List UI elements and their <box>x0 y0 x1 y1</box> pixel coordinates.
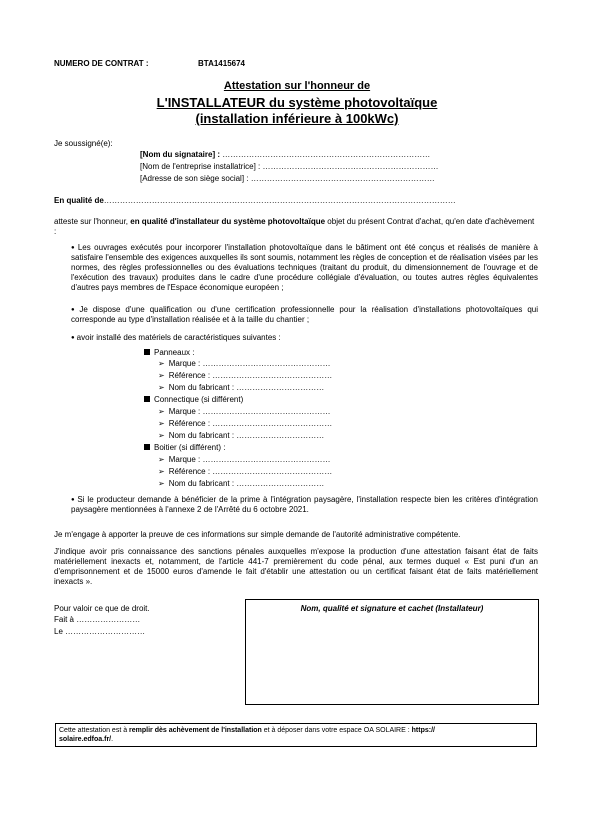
connector-ref-text: Référence : ……………………………………… <box>168 419 333 428</box>
closing-fait: Fait à …………………… <box>54 615 141 624</box>
arrow-icon: ➢ <box>158 407 165 416</box>
item-1-text: Les ouvrages exécutés pour incorporer l'installation photovoltaïque dans le bâtiment ont été conçus et réalisés de manière à satisfaire l'ensemble des exigences auxquelles ils sont soumis, notamment les règles de conception et de réalisation visées par les normes, des règles professionnelles ou des évaluations techniques (traitant du produit, du dimensionnement de l'ouvrage et de l'exécution des travaux) produites dans le cadre d'une procédure collégiale d'évaluation, ou toutes autres règles équivalentes d'autres pays membres de l'Espace économique européen ; <box>71 243 538 292</box>
signatory-company: [Nom de l'entreprise installatrice] : ………………………………………………………… <box>140 162 439 171</box>
box-heading <box>144 443 225 453</box>
arrow-icon: ➢ <box>158 479 165 488</box>
box-brand <box>158 455 331 465</box>
bullet-icon: ● <box>71 307 78 313</box>
arrow-icon: ➢ <box>158 371 165 380</box>
penalty-paragraph: J'indique avoir pris connaissance des sanctions pénales auxquelles m'expose la production d'une attestation faisant état de faits matériellement inexacts et, notamment, de l'article 441-7 premièrement du code pénal, aux termes duquel « Est puni d'un an d'emprisonnement et de 15000 euros d'amende le fait d'établir une attestation ou un certificat faisant état de faits matériellement inexacts ». <box>54 547 538 586</box>
signatory-name-label: [Nom du signataire] : <box>140 150 221 159</box>
item-2-text: Je dispose d'une qualification ou d'une certification professionnelle pour la réalisation d'installations photovoltaïques qui corresponde au type d'installation réalisée et à la taille du chantier ; <box>71 305 539 324</box>
square-bullet-icon <box>144 349 150 355</box>
footer-end: . <box>111 736 114 743</box>
footer-url-part1[interactable]: https:// <box>411 727 435 734</box>
arrow-icon: ➢ <box>158 383 165 392</box>
attests-paragraph <box>54 217 538 237</box>
item-3 <box>71 333 538 343</box>
signature-box-label: Nom, qualité et signature et cachet (Installateur) <box>300 604 484 613</box>
arrow-icon: ➢ <box>158 359 165 368</box>
panels-label: Panneaux : <box>154 348 195 357</box>
quality-dots: …………………………………………………………………………………………………………………… <box>103 196 456 205</box>
panels-heading <box>144 348 194 358</box>
attests-pre: atteste sur l'honneur, <box>54 217 131 226</box>
arrow-icon: ➢ <box>158 431 165 440</box>
square-bullet-icon <box>144 396 150 402</box>
footer-mid: et à déposer dans votre espace OA SOLAIRE : <box>261 727 412 734</box>
contract-number: BTA1415674 <box>198 59 245 68</box>
signatory-name-dots: …………………………………………………………………… <box>220 150 431 159</box>
box-brand-text: Marque : ………………………………………… <box>168 455 331 464</box>
arrow-icon: ➢ <box>158 419 165 428</box>
arrow-icon: ➢ <box>158 455 165 464</box>
panels-maker-text: Nom du fabricant : …………………………… <box>168 383 325 392</box>
signature-box[interactable] <box>245 599 539 705</box>
item-1 <box>71 243 538 293</box>
panels-ref <box>158 371 332 381</box>
signatory-address: [Adresse de son siège social] : …………………………………………………………… <box>140 174 435 183</box>
quality-row <box>54 196 540 206</box>
closing-date: Le ………………………… <box>54 627 146 636</box>
connector-ref <box>158 419 332 429</box>
box-maker-text: Nom du fabricant : …………………………… <box>168 479 325 488</box>
connector-brand-text: Marque : ………………………………………… <box>168 407 331 416</box>
bullet-icon: ● <box>71 335 75 341</box>
panels-maker <box>158 383 324 393</box>
square-bullet-icon <box>144 444 150 450</box>
title-line-3: (installation inférieure à 100kWc) <box>195 111 399 126</box>
bullet-icon: ● <box>71 497 76 503</box>
contract-label: NUMERO DE CONTRAT : <box>54 59 149 68</box>
item-4-text: Si le producteur demande à bénéficier de la prime à l'intégration paysagère, l'installation respecte bien les critères d'intégration paysagère mentionnées à l'annexe 2 de l'Arrêté du 6 octobre 2021. <box>71 495 539 514</box>
box-label: Boitier (si différent) : <box>154 443 226 452</box>
arrow-icon: ➢ <box>158 467 165 476</box>
panels-ref-text: Référence : ……………………………………… <box>168 371 333 380</box>
connector-heading <box>144 395 243 405</box>
connector-maker-text: Nom du fabricant : …………………………… <box>168 431 325 440</box>
connector-brand <box>158 407 331 417</box>
item-3-text: avoir installé des matériels de caractéristiques suivantes : <box>76 333 281 342</box>
title-line-2: L'INSTALLATEUR du système photovoltaïque <box>156 95 438 110</box>
bullet-icon: ● <box>71 245 76 251</box>
box-ref-text: Référence : ……………………………………… <box>168 467 333 476</box>
signatory-name-row <box>140 150 430 160</box>
signatory-intro: Je soussigné(e): <box>54 139 113 148</box>
attests-post: objet du présent Contrat d'achat, qu'en date d'achèvement : <box>54 217 535 236</box>
attests-bold: en qualité d'installateur du système photovoltaïque <box>130 217 326 226</box>
connector-maker <box>158 431 324 441</box>
panels-brand <box>158 359 331 369</box>
footer-notice <box>55 723 537 747</box>
footer-url-part2[interactable]: solaire.edfoa.fr/ <box>59 736 112 743</box>
closing-valoir: Pour valoir ce que de droit. <box>54 604 150 613</box>
box-ref <box>158 467 332 477</box>
connector-label: Connectique (si différent) <box>154 395 244 404</box>
commitment-text: Je m'engage à apporter la preuve de ces informations sur simple demande de l'autorité administrative compétente. <box>54 530 461 539</box>
item-4 <box>71 495 538 515</box>
panels-brand-text: Marque : ………………………………………… <box>168 359 331 368</box>
item-2 <box>71 305 538 325</box>
quality-label: En qualité de <box>54 196 104 205</box>
footer-pre: Cette attestation est à <box>59 727 130 734</box>
box-maker <box>158 479 324 489</box>
title-line-1: Attestation sur l'honneur de <box>223 80 371 92</box>
footer-bold: remplir dès achèvement de l'installation <box>129 727 262 734</box>
